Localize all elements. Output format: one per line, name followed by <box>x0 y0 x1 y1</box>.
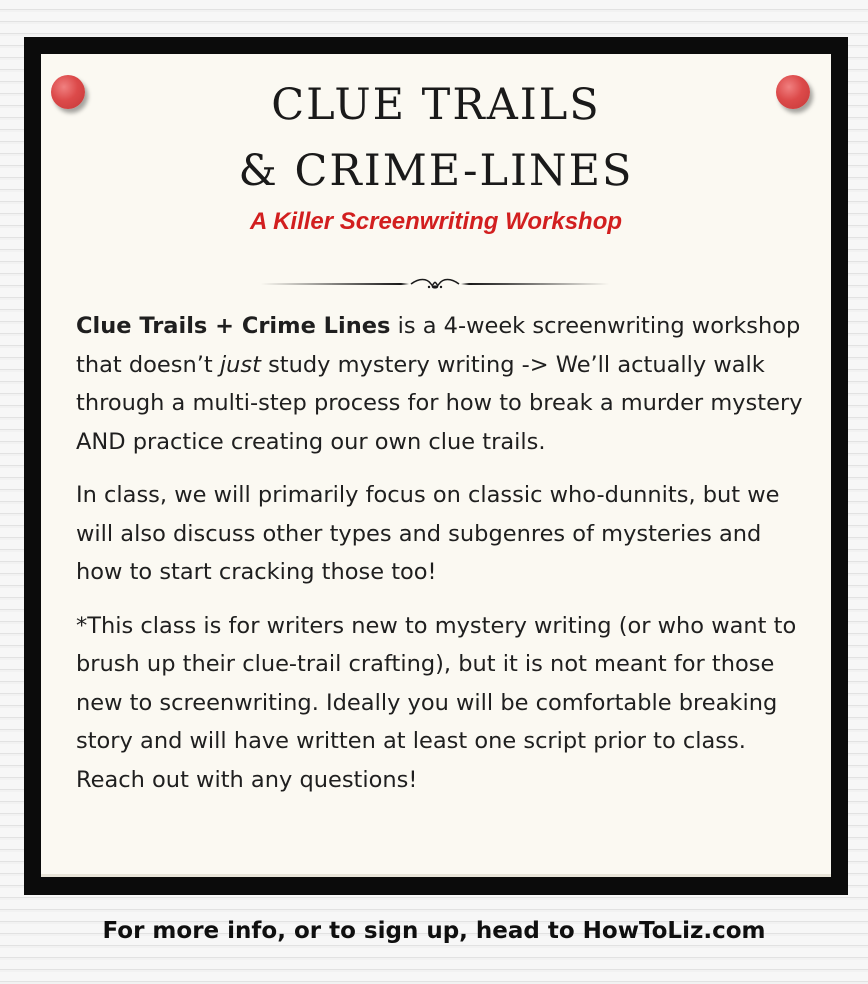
ornamental-divider-icon <box>261 276 609 292</box>
intro-text-a: is a 4-week screenwriting workshop that doesn’t <box>76 313 801 378</box>
workshop-name: Clue Trails + Crime Lines <box>76 313 391 339</box>
paragraph-focus: In class, we will primarily focus on classic who-dunnits, but we will also discuss other types and subgenres of mysteries and how to start cracking those too! <box>76 482 780 585</box>
footer-call-to-action: For more info, or to sign up, head to HowToLiz.com <box>102 918 766 944</box>
title-line-1: CLUE TRAILS <box>271 80 601 130</box>
intro-emphasis: just <box>219 351 261 378</box>
poster-frame <box>24 37 848 895</box>
body-text <box>76 307 806 814</box>
title-line-2: & CRIME-LINES <box>238 146 634 196</box>
intro-text-b: study mystery writing -> We’ll actually walk through a multi-step process for how to break a murder mystery AND practice creating our own clue trails. <box>76 351 803 455</box>
paragraph-requirements: *This class is for writers new to mystery writing (or who want to brush up their clue-trail crafting), but it is not meant for those new to screenwriting. Ideally you will be comfortable breaking story and will have written at least one script prior to class. Reach out with any questions! <box>76 612 797 793</box>
paragraph-intro <box>76 307 806 461</box>
poster-card <box>41 54 831 877</box>
subtitle: A Killer Screenwriting Workshop <box>249 208 623 235</box>
